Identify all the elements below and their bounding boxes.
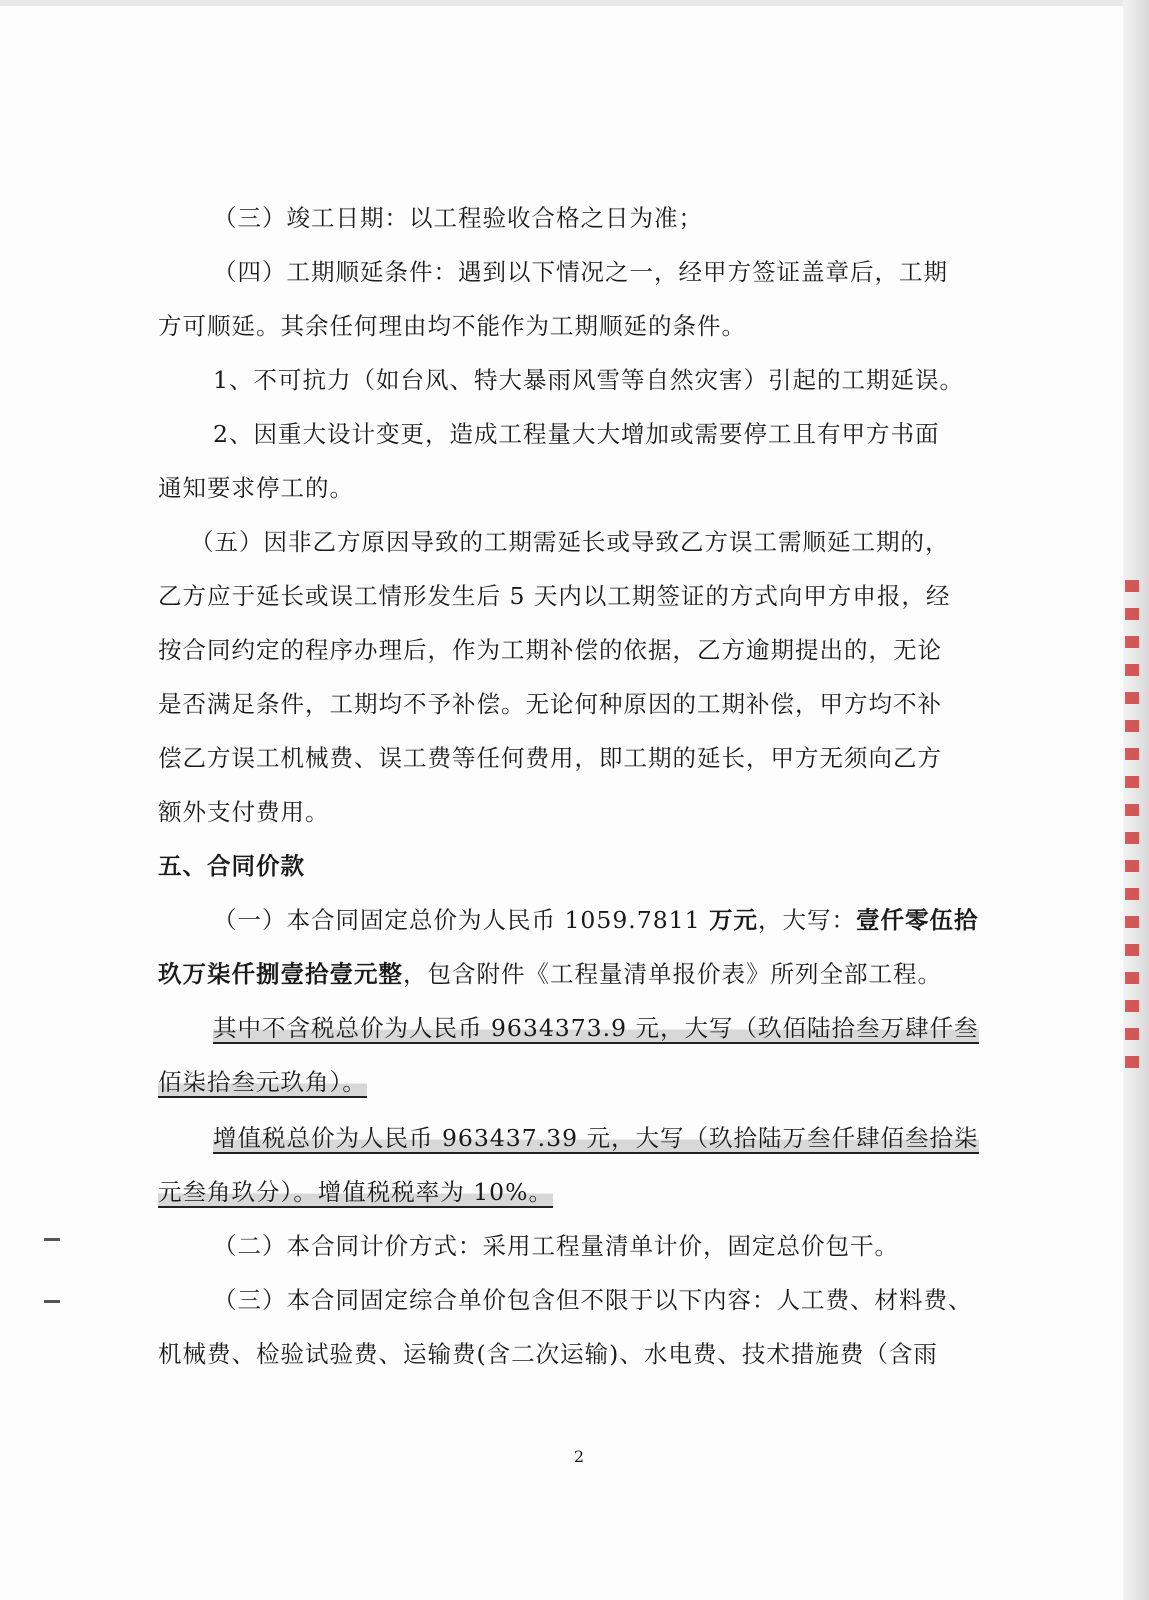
binding-mark	[44, 1300, 60, 1303]
page-number: 2	[573, 1447, 585, 1466]
price-unit: 万元	[709, 906, 759, 934]
price-text: ，包含附件《工程量清单报价表》所列全部工程。	[403, 960, 942, 988]
price-line-1	[213, 900, 1149, 940]
text-line: 是否满足条件，工期均不予补偿。无论何种原因的工期补偿，甲方均不补	[158, 690, 942, 718]
text-line: 机械费、检验试验费、运输费(含二次运输)、水电费、技术措施费（含雨	[158, 1340, 938, 1368]
text-line: （三）本合同固定综合单价包含但不限于以下内容：人工费、材料费、	[213, 1286, 973, 1314]
price-line-2	[158, 954, 1149, 994]
tax-line	[158, 1172, 1149, 1212]
text-line: 额外支付费用。	[158, 798, 330, 826]
text-line: （三）竣工日期：以工程验收合格之日为准；	[213, 204, 703, 232]
tax-line	[213, 1008, 1149, 1048]
price-text: ，大写：	[758, 906, 857, 934]
text-line: 偿乙方误工机械费、误工费等任何费用，即工期的延长，甲方无须向乙方	[158, 744, 942, 772]
scan-edge-top	[0, 0, 1149, 6]
binding-mark	[44, 1238, 60, 1241]
text-line: 2、因重大设计变更，造成工程量大大增加或需要停工且有甲方书面	[213, 420, 940, 448]
text-line: （五）因非乙方原因导致的工期需延长或导致乙方误工需顺延工期的，	[190, 528, 950, 556]
tax-line	[158, 1062, 1149, 1102]
highlighted-text: 增值税总价为人民币 963437.39 元，大写（玖拾陆万叁仟肆佰叁拾柒	[213, 1124, 979, 1152]
price-capital: 玖万柒仟捌壹拾壹元整	[158, 960, 403, 988]
text-line: 方可顺延。其余任何理由均不能作为工期顺延的条件。	[158, 312, 746, 340]
section-heading: 五、合同价款	[158, 852, 305, 880]
price-capital: 壹仟零伍拾	[856, 906, 979, 934]
highlighted-text: 元叁角玖分）。增值税税率为 10%。	[158, 1178, 553, 1206]
text-line: （二）本合同计价方式：采用工程量清单计价，固定总价包干。	[213, 1232, 899, 1260]
tax-line	[213, 1118, 1149, 1158]
text-line: 1、不可抗力（如台风、特大暴雨风雪等自然灾害）引起的工期延误。	[213, 366, 964, 394]
text-line: 乙方应于延长或误工情形发生后 5 天内以工期签证的方式向甲方申报，经	[158, 582, 951, 610]
text-line: 按合同约定的程序办理后，作为工期补偿的依据，乙方逾期提出的，无论	[158, 636, 942, 664]
highlighted-text: 其中不含税总价为人民币 9634373.9 元，大写（玖佰陆拾叁万肆仟叁	[213, 1014, 979, 1042]
text-line: （四）工期顺延条件：遇到以下情况之一，经甲方签证盖章后，工期	[213, 258, 948, 286]
price-text: （一）本合同固定总价为人民币 1059.7811	[213, 906, 710, 934]
text-line: 通知要求停工的。	[158, 474, 354, 502]
highlighted-text: 佰柒拾叁元玖角）。	[158, 1068, 367, 1096]
